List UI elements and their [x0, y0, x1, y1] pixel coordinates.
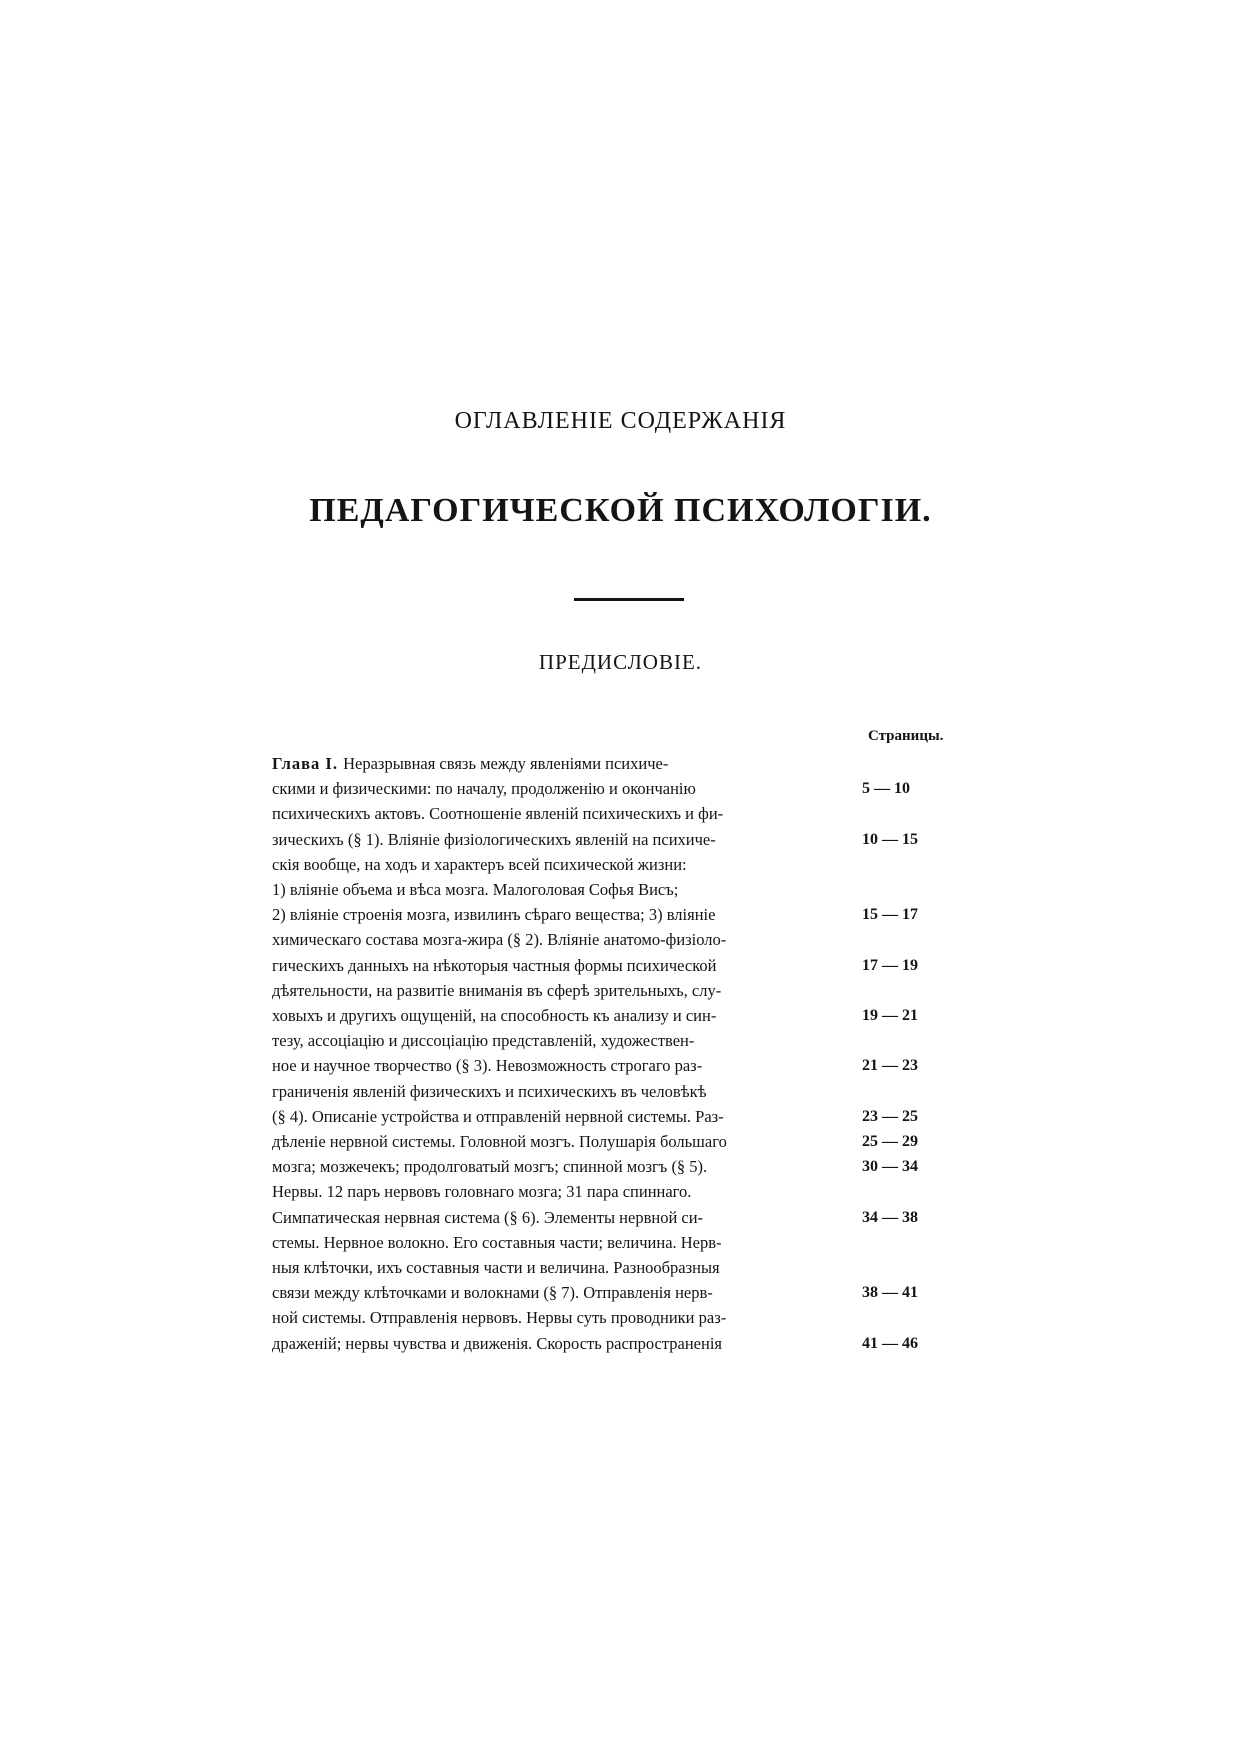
toc-line-text: (§ 4). Описаніе устройства и отправленій нервной системы. Раз- — [272, 1107, 724, 1126]
toc-line-text: химическаго состава мозга-жира (§ 2). Вліяніе анатомо-физіоло- — [272, 930, 727, 949]
toc-line — [272, 1155, 850, 1179]
title-divider — [574, 598, 684, 601]
toc-line — [272, 1231, 850, 1255]
toc-line — [272, 1054, 850, 1078]
toc-line — [272, 1105, 850, 1129]
toc-line — [272, 1180, 850, 1204]
toc-line-text: 2) вліяніе строенія мозга, извилинъ сѣраго вещества; 3) вліяніе — [272, 905, 716, 924]
toc-line-text: тезу, ассоціацію и диссоціацію представленій, художествен- — [272, 1031, 695, 1050]
toc-line — [272, 1256, 850, 1280]
page-range: 5 — 10 — [862, 780, 910, 797]
toc-line — [272, 928, 850, 952]
toc-line — [272, 1281, 850, 1305]
toc-title: ОГЛАВЛЕНІЕ СОДЕРЖАНІЯ — [454, 408, 787, 434]
toc-line — [272, 752, 850, 776]
toc-line-text: 1) вліяніе объема и вѣса мозга. Малоголовая Софья Висъ; — [272, 880, 679, 899]
toc-line-text: ныя клѣточки, ихъ составныя части и величина. Разнообразныя — [272, 1258, 720, 1277]
toc-line — [272, 903, 850, 927]
chapter-label: Глава I. — [272, 754, 344, 773]
toc-line-text: ное и научное творчество (§ 3). Невозможность строгаго раз- — [272, 1056, 703, 1075]
toc-line — [272, 878, 850, 902]
toc-line-text: дѣленіе нервной системы. Головной мозгъ. Полушарія большаго — [272, 1132, 727, 1151]
page-range: 17 — 19 — [862, 957, 918, 974]
page-range: 21 — 23 — [862, 1057, 918, 1074]
toc-line-text: ной системы. Отправленія нервовъ. Нервы суть проводники раз- — [272, 1308, 727, 1327]
toc-line-text: ховыхъ и другихъ ощущеній, на способность къ анализу и син- — [272, 1006, 717, 1025]
page-range: 34 — 38 — [862, 1209, 918, 1226]
toc-line — [272, 853, 850, 877]
toc-line — [272, 1332, 850, 1356]
toc-line-text: психическихъ актовъ. Соотношеніе явленій психическихъ и фи- — [272, 804, 724, 823]
toc-line-text: скія вообще, на ходъ и характеръ всей психической жизни: — [272, 855, 687, 874]
toc-line — [272, 1004, 850, 1028]
page-range: 19 — 21 — [862, 1007, 918, 1024]
toc-line-text: Симпатическая нервная система (§ 6). Элементы нервной си- — [272, 1208, 704, 1227]
page-range: 15 — 17 — [862, 906, 918, 923]
toc-line — [272, 1130, 850, 1154]
toc-line-text: Нервы. 12 паръ нервовъ головнаго мозга; 31 пара спиннаго. — [272, 1182, 692, 1201]
pages-column-header: Страницы. — [868, 728, 944, 744]
page-range: 41 — 46 — [862, 1335, 918, 1352]
toc-line — [272, 1206, 850, 1230]
toc-line-text: зическихъ (§ 1). Вліяніе физіологическихъ явленій на психиче- — [272, 830, 716, 849]
toc-line — [272, 777, 850, 801]
section-heading: ПРЕДИСЛОВІЕ. — [538, 650, 703, 674]
page-range: 10 — 15 — [862, 831, 918, 848]
page-range: 25 — 29 — [862, 1133, 918, 1150]
toc-line — [272, 1306, 850, 1330]
book-title: ПЕДАГОГИЧЕСКОЙ ПСИХОЛОГІИ. — [309, 492, 932, 529]
page-range: 23 — 25 — [862, 1108, 918, 1125]
toc-line-text: драженій; нервы чувства и движенія. Скорость распространенія — [272, 1334, 722, 1353]
toc-line — [272, 802, 850, 826]
toc-line-text: гическихъ данныхъ на нѣкоторыя частныя формы психической — [272, 956, 717, 975]
toc-line-text: Неразрывная связь между явленіями психиче- — [343, 754, 669, 773]
toc-line-text: дѣятельности, на развитіе вниманія въ сферѣ зрительныхъ, слу- — [272, 981, 722, 1000]
toc-line — [272, 979, 850, 1003]
toc-line — [272, 954, 850, 978]
toc-line-text: мозга; мозжечекъ; продолговатый мозгъ; спинной мозгъ (§ 5). — [272, 1157, 708, 1176]
toc-line-text: граниченія явленій физическихъ и психическихъ въ человѣкѣ — [272, 1082, 707, 1101]
toc-line — [272, 1029, 850, 1053]
toc-line-text: стемы. Нервное волокно. Его составныя части; величина. Нерв- — [272, 1233, 722, 1252]
toc-line — [272, 828, 850, 852]
page-range: 38 — 41 — [862, 1284, 918, 1301]
toc-line-text: связи между клѣточками и волокнами (§ 7). Отправленія нерв- — [272, 1283, 713, 1302]
toc-line-text: скими и физическими: по началу, продолженію и окончанію — [272, 779, 696, 798]
page-range: 30 — 34 — [862, 1158, 918, 1175]
toc-line — [272, 1080, 850, 1104]
